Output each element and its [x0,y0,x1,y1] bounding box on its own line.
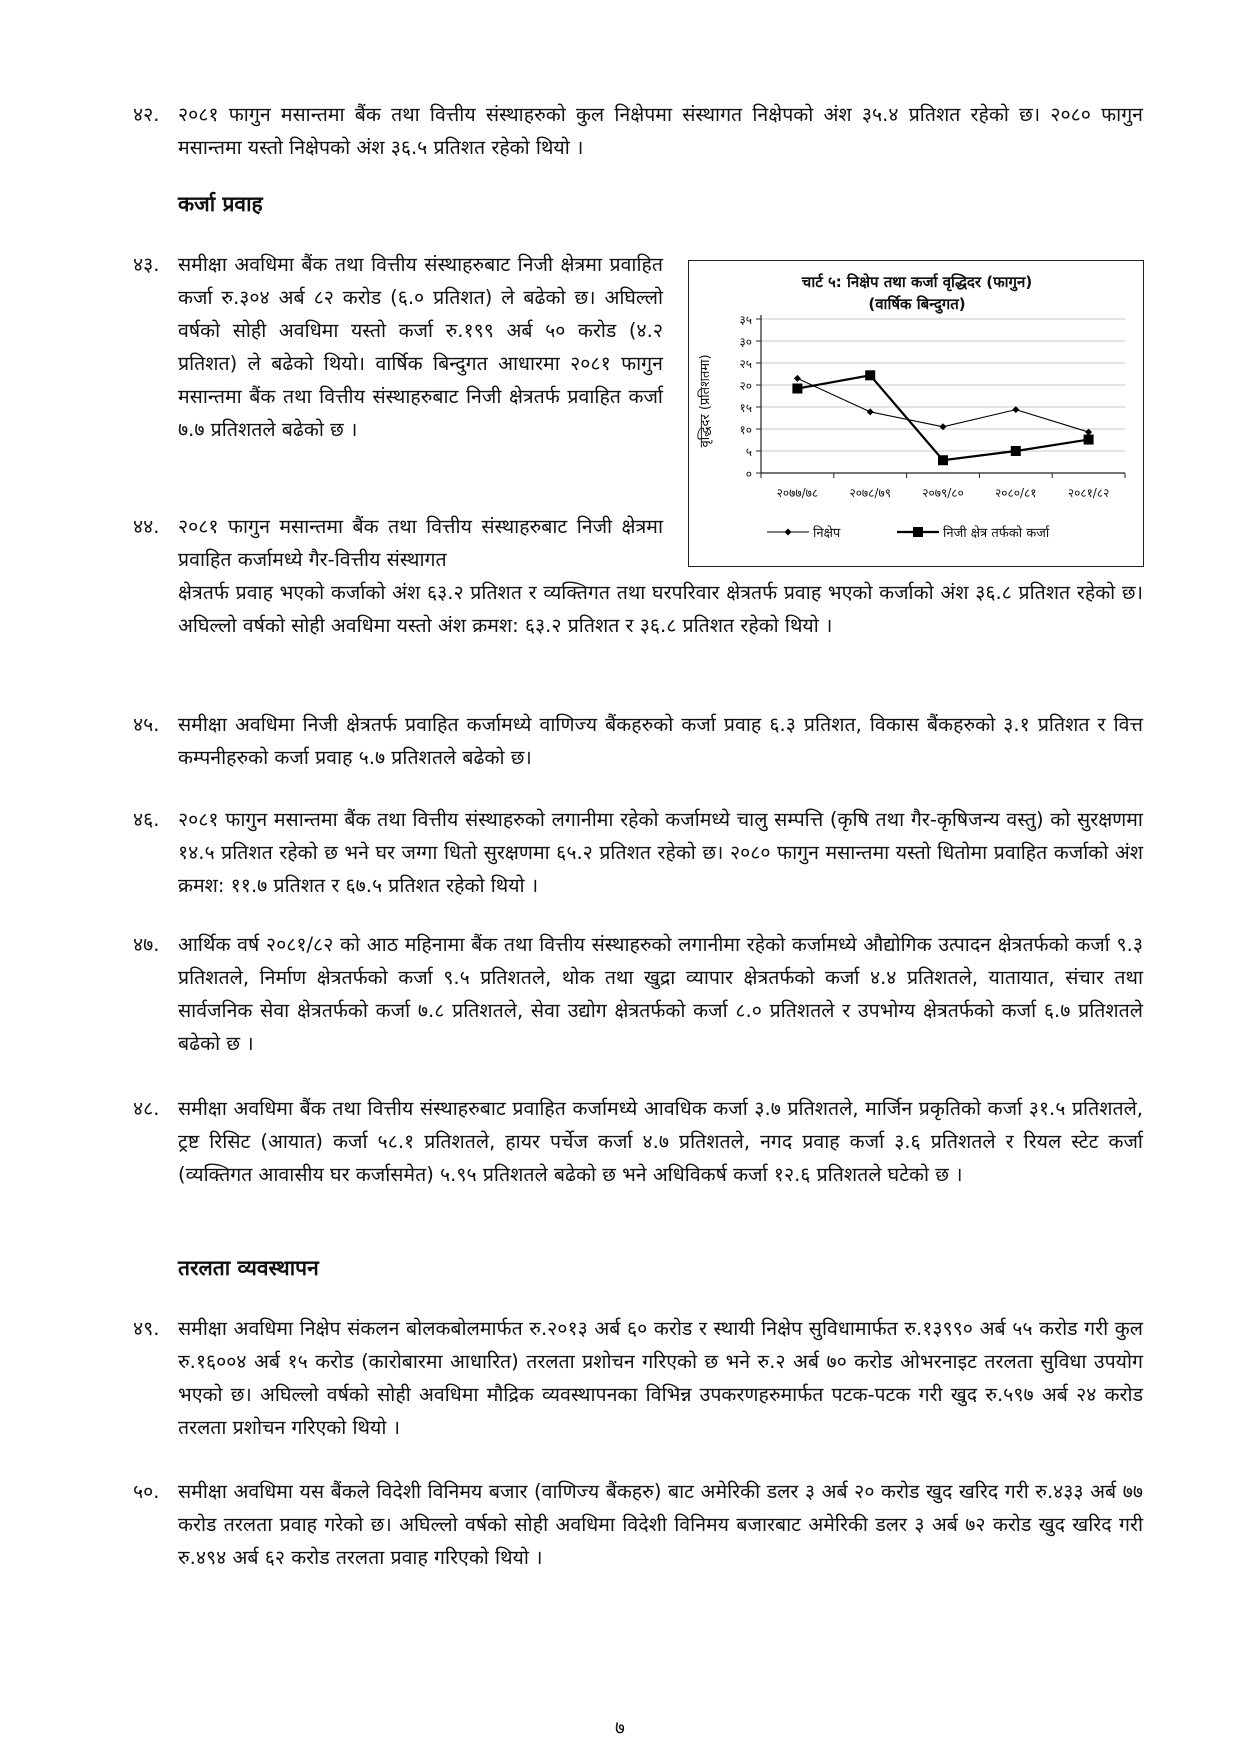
paragraph-number: ४७. [133,933,160,956]
chart-deposit-credit-growth [688,260,1144,567]
legend-label: निजी क्षेत्र तर्फको कर्जा [943,526,1050,541]
paragraph-44-start [133,510,663,576]
series-line [797,375,1088,460]
x-tick-label: २०८१/८२ [1067,486,1110,500]
y-tick-label: २५ [739,357,752,371]
paragraph-44-continued: क्षेत्रतर्फ प्रवाह भएको कर्जाको अंश ६३.२ प्रतिशत र व्यक्तिगत तथा घरपरिवार क्षेत्रतर्फ प्रवाह भएको कर्जाको अंश ३६.८ प्रतिशत रहेको छ। अघिल्लो वर्षको सोही अवधिमा यस्तो अंश क्रमश: ६३.२ प्रतिशत र ३६.८ प्रतिशत रहेको थियो । [178,581,1143,637]
paragraph-number: ४९. [133,1317,160,1340]
paragraph-text: समीक्षा अवधिमा बैंक तथा वित्तीय संस्थाहरुबाट निजी क्षेत्रमा प्रवाहित कर्जा रु.३०४ अर्ब ८२ करोड (६.० प्रतिशत) ले बढेको छ। अघिल्लो वर्षको सोही अवधिमा यस्तो कर्जा रु.१९९ अर्ब ५० करोड (४.२ प्रतिशत) ले बढेको थियो। वार्षिक बिन्दुगत आधारमा २०८१ फागुन मसान्तमा बैंक तथा वित्तीय संस्थाहरुबाट निजी क्षेत्रतर्फ प्रवाहित कर्जा ७.७ प्रतिशतले बढेको छ । [178,253,663,441]
chart-title: चार्ट ५: निक्षेप तथा कर्जा वृद्धिदर (फागुन) [801,273,1033,291]
paragraph-number: ४५. [133,713,160,736]
chart-y-axis-label: वृद्धिदर (प्रतिशतमा) [698,354,713,448]
y-tick-label: २० [739,379,752,393]
paragraph-42 [133,98,1143,164]
chart-canvas [689,261,1145,568]
paragraph-text: समीक्षा अवधिमा यस बैंकले विदेशी विनिमय बजार (वाणिज्य बैंकहरु) बाट अमेरिकी डलर ३ अर्ब २० करोड खुद खरिद गरी रु.४३३ अर्ब ७७ करोड तरलता प्रवाह गरेको छ। अघिल्लो वर्षको सोही अवधिमा विदेशी विनिमय बजारबाट अमेरिकी डलर ३ अर्ब ७२ करोड खुद खरिद गरी रु.४९४ अर्ब ६२ करोड तरलता प्रवाह गरिएको थियो । [178,1480,1143,1569]
section-heading-credit-flow: कर्जा प्रवाह [178,192,263,216]
paragraph-number: ४६. [133,808,160,831]
paragraph-49 [133,1312,1143,1444]
legend-marker-square [913,527,923,537]
data-point-square [1084,435,1094,445]
paragraph-text: आर्थिक वर्ष २०८१/८२ को आठ महिनामा बैंक तथा वित्तीय संस्थाहरुको लगानीमा रहेको कर्जामध्ये औद्योगिक उत्पादन क्षेत्रतर्फको कर्जा ९.३ प्रतिशतले, निर्माण क्षेत्रतर्फको कर्जा ९.५ प्रतिशतले, थोक तथा खुद्रा व्यापार क्षेत्रतर्फको कर्जा ४.४ प्रतिशतले, यातायात, संचार तथा सार्वजनिक सेवा क्षेत्रतर्फको कर्जा ७.८ प्रतिशतले, सेवा उद्योग क्षेत्रतर्फको कर्जा ८.० प्रतिशतले र उपभोग्य क्षेत्रतर्फको कर्जा ६.७ प्रतिशतले बढेको छ । [178,933,1143,1055]
paragraph-48 [133,1092,1143,1191]
data-point-diamond [794,375,801,382]
paragraph-text: २०८१ फागुन मसान्तमा बैंक तथा वित्तीय संस्थाहरुको कुल निक्षेपमा संस्थागत निक्षेपको अंश ३५.४ प्रतिशत रहेको छ। २०८० फागुन मसान्तमा यस्तो निक्षेपको अंश ३६.५ प्रतिशत रहेको थियो । [178,103,1143,159]
y-tick-label: ० [745,467,752,481]
paragraph-number: ४८. [133,1097,160,1120]
x-tick-label: २०७७/७८ [776,486,819,500]
paragraph-number: ५०. [133,1480,160,1503]
paragraph-text: समीक्षा अवधिमा बैंक तथा वित्तीय संस्थाहरुबाट प्रवाहित कर्जामध्ये आवधिक कर्जा ३.७ प्रतिशतले, मार्जिन प्रकृतिको कर्जा ३१.५ प्रतिशतले, ट्रष्ट रिसिट (आयात) कर्जा ५८.१ प्रतिशतले, हायर पर्चेज कर्जा ४.७ प्रतिशतले, नगद प्रवाह कर्जा ३.६ प्रतिशतले र रियल स्टेट कर्जा (व्यक्तिगत आवासीय घर कर्जासमेत) ५.९५ प्रतिशतले बढेको छ भने अधिविकर्ष कर्जा १२.६ प्रतिशतले घटेको छ । [178,1097,1143,1186]
legend-marker-diamond [785,529,792,536]
paragraph-number: ४२. [133,103,160,126]
data-point-square [1011,446,1021,456]
paragraph-50 [133,1475,1143,1574]
paragraph-text: समीक्षा अवधिमा निजी क्षेत्रतर्फ प्रवाहित कर्जामध्ये वाणिज्य बैंकहरुको कर्जा प्रवाह ६.३ प्रतिशत, विकास बैंकहरुको ३.१ प्रतिशत र वित्त कम्पनीहरुको कर्जा प्रवाह ५.७ प्रतिशतले बढेको छ। [178,713,1143,769]
legend-label: निक्षेप [813,526,841,541]
y-tick-label: ३० [739,335,752,349]
y-tick-label: ३५ [739,313,752,327]
data-point-square [865,370,875,380]
paragraph-text: २०८१ फागुन मसान्तमा बैंक तथा वित्तीय संस्थाहरुबाट निजी क्षेत्रमा प्रवाहित कर्जामध्ये गैर-वित्तीय संस्थागत [178,515,663,571]
y-tick-label: १० [739,423,752,437]
data-point-square [938,455,948,465]
paragraph-number: ४४. [133,515,160,538]
x-tick-label: २०७९/८० [922,486,964,500]
paragraph-43 [133,248,663,446]
data-point-diamond [867,408,874,415]
data-point-square [792,384,802,394]
paragraph-number: ४३. [133,253,160,276]
x-tick-label: २०८०/८१ [995,486,1037,500]
chart-legend [767,525,1050,541]
chart-subtitle: (वार्षिक बिन्दुगत) [868,295,966,313]
y-tick-label: १५ [739,401,752,415]
paragraph-text: २०८१ फागुन मसान्तमा बैंक तथा वित्तीय संस्थाहरुको लगानीमा रहेको कर्जामध्ये चालु सम्पत्ति (कृषि तथा गैर-कृषिजन्य वस्तु) को सुरक्षणमा १४.५ प्रतिशत रहेको छ भने घर जग्गा धितो सुरक्षणमा ६५.२ प्रतिशत रहेको छ। २०८० फागुन मसान्तमा यस्तो धितोमा प्रवाहित कर्जाको अंश क्रमश: ११.७ प्रतिशत र ६७.५ प्रतिशत रहेको थियो । [178,808,1143,897]
x-tick-label: २०७८/७९ [849,486,891,500]
paragraph-text: समीक्षा अवधिमा निक्षेप संकलन बोलकबोलमार्फत रु.२०१३ अर्ब ६० करोड र स्थायी निक्षेप सुविधामार्फत रु.१३९९० अर्ब ५५ करोड गरी कुल रु.१६००४ अर्ब १५ करोड (कारोबारमा आधारित) तरलता प्रशोचन गरिएको छ भने रु.२ अर्ब ७० करोड ओभरनाइट तरलता सुविधा उपयोग भएको छ। अघिल्लो वर्षको सोही अवधिमा मौद्रिक व्यवस्थापनका विभिन्न उपकरणहरुमार्फत पटक-पटक गरी खुद रु.५९७ अर्ब २४ करोड तरलता प्रशोचन गरिएको थियो । [178,1317,1143,1439]
paragraph-47 [133,928,1143,1060]
y-tick-label: ५ [745,445,752,459]
paragraph-46 [133,803,1143,902]
paragraph-45 [133,708,1143,774]
data-point-diamond [1085,429,1092,436]
section-heading-liquidity-management: तरलता व्यवस्थापन [178,1256,319,1280]
page-number: ७ [615,1717,625,1739]
